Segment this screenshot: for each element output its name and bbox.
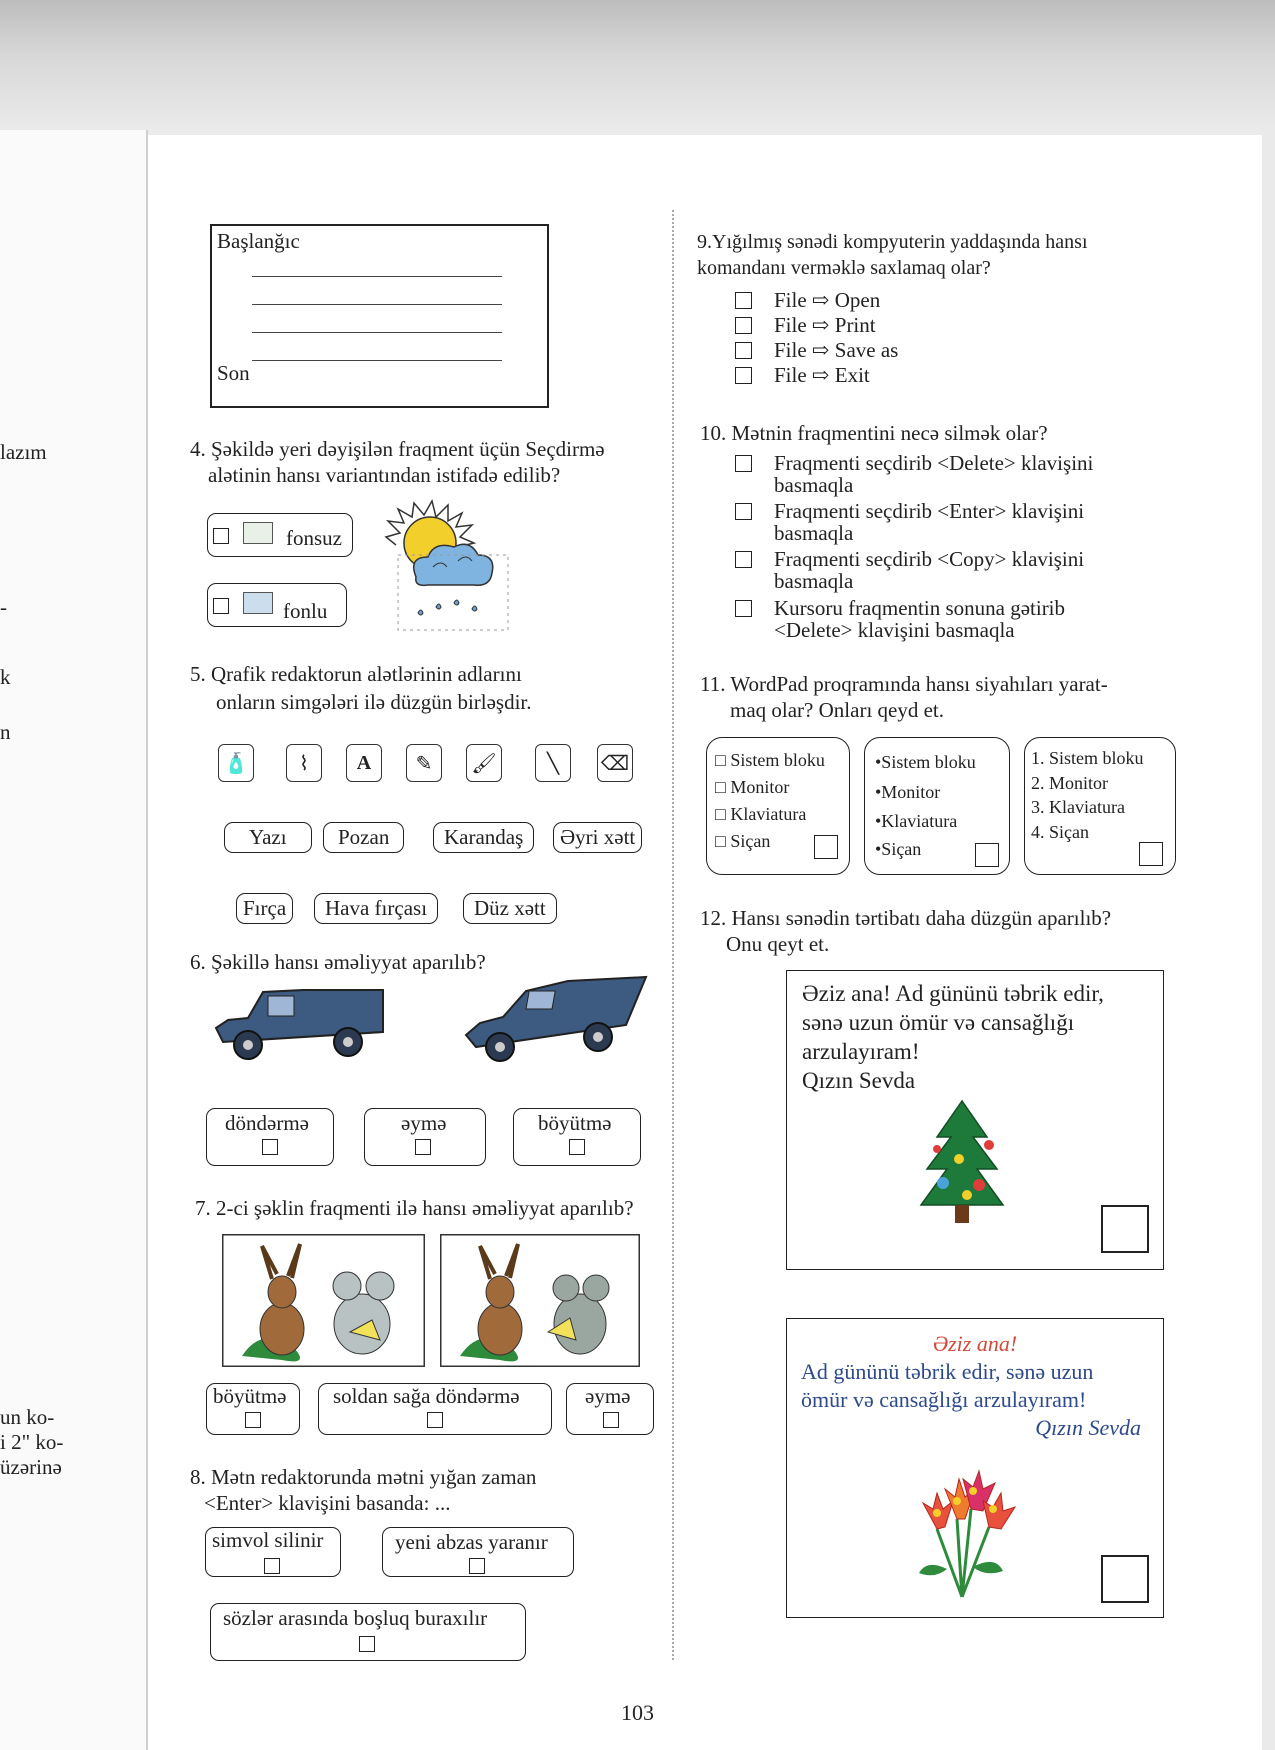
pencil-icon[interactable]: ✎ xyxy=(406,744,442,782)
selection-opaque-icon xyxy=(243,592,273,614)
list-item: •Klaviatura xyxy=(875,811,958,831)
q6-option-boyutme[interactable] xyxy=(513,1108,641,1166)
checkbox[interactable] xyxy=(975,843,999,867)
option-label: döndərmə xyxy=(225,1111,309,1135)
selection-transparent-icon xyxy=(243,522,273,544)
card1-line: Qızın Sevda xyxy=(802,1068,916,1093)
tool-label-pozan[interactable]: Pozan xyxy=(323,822,404,853)
q11-list-numbered-style[interactable] xyxy=(1024,737,1176,875)
option-label: Kursoru fraqmentin sonuna gətirib xyxy=(774,596,1066,620)
q8-option-bosluq[interactable] xyxy=(210,1603,526,1661)
flower-bouquet-picture xyxy=(907,1449,1017,1599)
list-item: •Sistem bloku xyxy=(875,752,976,772)
previous-page-edge xyxy=(0,130,148,1750)
q7-option-soldan-saga[interactable] xyxy=(318,1383,552,1435)
q12-text-2: Onu qeyt et. xyxy=(726,932,830,956)
option-label: Fraqmenti seçdirib <Delete> klavişini xyxy=(774,451,1094,475)
option-label: böyütmə xyxy=(538,1111,612,1135)
list-item: •Monitor xyxy=(875,782,941,802)
column-divider xyxy=(672,210,674,1660)
q8-text: 8. Mətn redaktorunda mətni yığan zaman xyxy=(190,1465,537,1489)
scan-shadow xyxy=(0,0,1275,135)
q9-text-2: komandanı verməklə saxlamaq olar? xyxy=(697,257,991,279)
checkbox[interactable] xyxy=(415,1139,431,1155)
q7-option-eyme[interactable] xyxy=(566,1383,654,1435)
q9-text: 9.Yığılmış sənədi kompyuterin yaddaşında hansı xyxy=(697,231,1088,253)
rabbit-mouse-picture-1 xyxy=(222,1234,425,1367)
left-fragment: un ko- xyxy=(0,1405,55,1429)
checkbox[interactable] xyxy=(359,1636,375,1652)
checkbox[interactable] xyxy=(735,317,752,334)
checkbox[interactable] xyxy=(735,551,752,568)
checkbox[interactable] xyxy=(735,292,752,309)
q11-list-checkbox-style[interactable] xyxy=(706,737,850,875)
option-label: File ⇨ Print xyxy=(774,313,876,337)
checkbox[interactable] xyxy=(1101,1205,1149,1253)
card1-line: arzulayıram! xyxy=(802,1039,920,1064)
q9-option[interactable] xyxy=(735,314,876,337)
tool-label-yazi[interactable]: Yazı xyxy=(224,822,312,853)
tool-label-hava-fircasi[interactable]: Hava fırçası xyxy=(314,893,438,924)
q6-text: 6. Şəkillə hansı əməliyyat aparılıb? xyxy=(190,950,486,974)
list-item: □ Monitor xyxy=(715,777,790,797)
q10-option[interactable] xyxy=(735,597,1065,620)
q4-option-fonsuz[interactable] xyxy=(207,513,353,557)
option-label: File ⇨ Save as xyxy=(774,338,899,362)
left-fragment: i 2" ko- xyxy=(0,1430,64,1454)
skewed-truck-picture xyxy=(458,975,648,1065)
card2-signature: Qızın Sevda xyxy=(1035,1415,1141,1440)
q11-text-2: maq olar? Onları qeyd et. xyxy=(730,698,944,722)
checkbox[interactable] xyxy=(569,1139,585,1155)
blank-line xyxy=(252,276,502,277)
left-fragment: k xyxy=(0,665,11,689)
option-label: yeni abzas yaranır xyxy=(395,1530,548,1554)
christmas-tree-picture xyxy=(917,1099,1007,1229)
q10-option-cont: basmaqla xyxy=(774,473,854,497)
q11-list-bullet-style[interactable] xyxy=(864,737,1010,875)
spray-can-icon[interactable]: 🧴 xyxy=(218,744,254,782)
q9-option[interactable] xyxy=(735,339,898,362)
card2-greeting: Əziz ana! xyxy=(932,1331,1018,1356)
checkbox[interactable] xyxy=(1139,842,1163,866)
list-item: 1. Sistem bloku xyxy=(1031,748,1144,768)
q4-text-2: alətinin hansı variantından istifadə edilib? xyxy=(208,463,561,487)
option-label: soldan sağa döndərmə xyxy=(333,1384,520,1408)
greeting-card-1[interactable] xyxy=(786,970,1164,1270)
q5-text: 5. Qrafik redaktorun alətlərinin adlarını xyxy=(190,662,522,686)
blank-line xyxy=(252,332,502,333)
option-label: Fraqmenti seçdirib <Copy> klavişini xyxy=(774,547,1085,571)
list-item: □ Sistem bloku xyxy=(715,750,825,770)
q8-option-yeni-abzas[interactable] xyxy=(382,1527,574,1577)
list-item: 4. Siçan xyxy=(1031,822,1089,842)
q7-option-boyutme[interactable] xyxy=(206,1383,300,1435)
q10-option[interactable] xyxy=(735,452,1093,475)
q9-option[interactable] xyxy=(735,364,870,387)
left-fragment: üzərinə xyxy=(0,1455,62,1479)
flow-box xyxy=(210,224,549,408)
option-label: File ⇨ Exit xyxy=(774,363,870,387)
rabbit-mouse-picture-2 xyxy=(440,1234,640,1367)
option-label: sözlər arasında boşluq buraxılır xyxy=(223,1606,488,1630)
q10-option-cont: basmaqla xyxy=(774,569,854,593)
left-fragment: - xyxy=(0,595,7,619)
checkbox[interactable] xyxy=(735,342,752,359)
q4-text: 4. Şəkildə yeri dəyişilən fraqment üçün Seçdirmə xyxy=(190,437,605,461)
q10-option[interactable] xyxy=(735,548,1084,571)
q10-option-cont: <Delete> klavişini basmaqla xyxy=(774,618,1015,642)
blank-line xyxy=(252,304,502,305)
q5-text-2: onların simgələri ilə düzgün birləşdir. xyxy=(216,690,532,714)
checkbox[interactable] xyxy=(735,503,752,520)
q10-text: 10. Mətnin fraqmentini necə silmək olar? xyxy=(700,421,1048,445)
option-label: fonsuz xyxy=(286,526,342,550)
checkbox[interactable] xyxy=(262,1139,278,1155)
left-fragment: lazım xyxy=(0,440,47,464)
q7-text: 7. 2-ci şəklin fraqmenti ilə hansı əməliyyat aparılıb? xyxy=(195,1196,634,1220)
list-item: 3. Klaviatura xyxy=(1031,797,1125,817)
checkbox[interactable] xyxy=(213,598,229,614)
tool-label-firca[interactable]: Fırça xyxy=(236,893,293,924)
sun-cloud-picture xyxy=(378,495,513,635)
option-label: əymə xyxy=(585,1384,631,1408)
card1-text xyxy=(802,979,1104,1095)
line-tool-icon[interactable]: ╲ xyxy=(535,744,571,782)
tool-label-karandas[interactable]: Karandaş xyxy=(433,822,534,853)
card2-line2: ömür və cansağlığı arzulayıram! xyxy=(801,1387,1087,1412)
flow-end-label: Son xyxy=(217,361,250,385)
blank-line xyxy=(252,360,502,361)
tool-label-eyri-xett[interactable]: Əyri xətt xyxy=(553,822,642,853)
option-label: əymə xyxy=(401,1111,447,1135)
page-number: 103 xyxy=(621,1700,654,1725)
q9-option[interactable] xyxy=(735,289,880,312)
checkbox[interactable] xyxy=(735,600,752,617)
option-label: böyütmə xyxy=(213,1384,287,1408)
q10-option[interactable] xyxy=(735,500,1084,523)
checkbox[interactable] xyxy=(213,528,229,544)
list-item: □ Siçan xyxy=(715,831,771,851)
checkbox[interactable] xyxy=(814,835,838,859)
q11-text: 11. WordPad proqramında hansı siyahıları yarat- xyxy=(700,672,1108,696)
truck-picture xyxy=(208,980,388,1065)
q6-option-eyme[interactable] xyxy=(364,1108,486,1166)
checkbox[interactable] xyxy=(264,1558,280,1574)
checkbox[interactable] xyxy=(245,1412,261,1428)
brush-icon[interactable]: 🖌 xyxy=(466,744,502,782)
card1-line: Əziz ana! Ad gününü təbrik edir, xyxy=(802,981,1104,1006)
card2-line1: Ad gününü təbrik edir, sənə uzun xyxy=(801,1359,1094,1384)
card1-line: sənə uzun ömür və cansağlığı xyxy=(802,1010,1075,1035)
q10-option-cont: basmaqla xyxy=(774,521,854,545)
q4-option-fonlu[interactable] xyxy=(207,583,347,627)
checkbox[interactable] xyxy=(603,1412,619,1428)
list-item: •Siçan xyxy=(875,839,922,859)
text-tool-icon[interactable]: A xyxy=(346,744,382,782)
page-right-edge xyxy=(1262,130,1275,1750)
option-label: simvol silinir xyxy=(212,1528,324,1552)
left-fragment: n xyxy=(0,720,11,744)
curve-icon[interactable]: ⌇ xyxy=(286,744,322,782)
list-item: 2. Monitor xyxy=(1031,773,1109,793)
tool-label-duz-xett[interactable]: Düz xətt xyxy=(463,893,557,924)
greeting-card-2[interactable] xyxy=(786,1318,1164,1618)
list-item: □ Klaviatura xyxy=(715,804,807,824)
checkbox[interactable] xyxy=(1101,1555,1149,1603)
checkbox[interactable] xyxy=(469,1558,485,1574)
eraser-icon[interactable]: ⌫ xyxy=(597,744,633,782)
q6-option-dondorme[interactable] xyxy=(206,1108,334,1166)
option-label: Fraqmenti seçdirib <Enter> klavişini xyxy=(774,499,1085,523)
checkbox[interactable] xyxy=(427,1412,443,1428)
checkbox[interactable] xyxy=(735,455,752,472)
option-label: fonlu xyxy=(283,599,328,623)
q8-option-simvol-silinir[interactable] xyxy=(205,1527,341,1577)
flow-start-label: Başlanğıc xyxy=(217,229,300,253)
q8-text-2: <Enter> klavişini basanda: ... xyxy=(204,1491,451,1515)
checkbox[interactable] xyxy=(735,367,752,384)
option-label: File ⇨ Open xyxy=(774,288,881,312)
q12-text: 12. Hansı sənədin tərtibatı daha düzgün aparılıb? xyxy=(700,906,1112,930)
